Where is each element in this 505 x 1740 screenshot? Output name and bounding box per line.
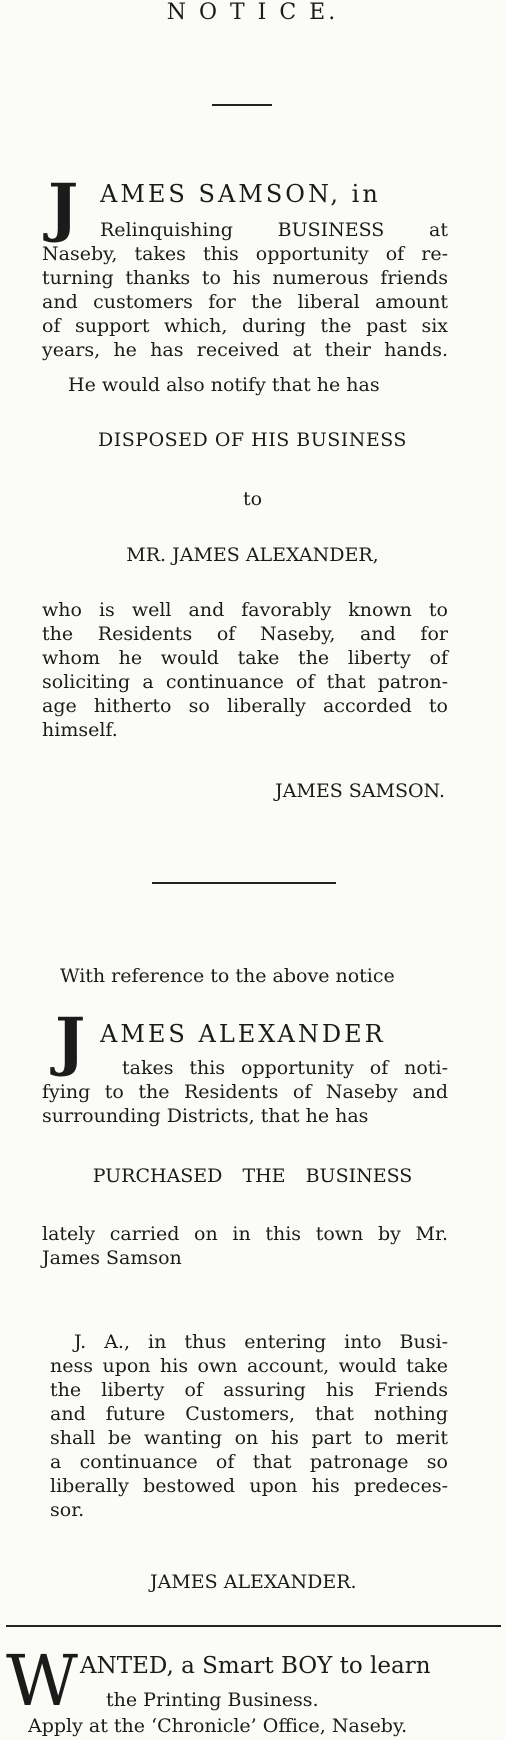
alexander-name-head: AMES ALEXANDER xyxy=(100,1020,386,1048)
alexander-para-line1 xyxy=(122,1056,448,1080)
text-line: sor. xyxy=(50,1499,85,1521)
text-line: and future Customers, that nothing xyxy=(50,1403,448,1425)
samson-name-head: AMES SAMSON, in xyxy=(100,180,381,208)
text-line: the liberty of assuring his Friends xyxy=(50,1379,448,1401)
samson-paragraph xyxy=(42,242,448,362)
purchased-heading: PURCHASED THE BUSINESS xyxy=(92,1165,413,1187)
text-line: and customers for the liberal amount xyxy=(42,291,448,313)
text-line: soliciting a continuance of that patron- xyxy=(42,671,448,693)
text-line: Naseby, takes this opportunity of re- xyxy=(42,243,448,265)
text-line: lately carried on in this town by Mr. xyxy=(42,1223,448,1245)
text-line: J. A., in thus entering into Busi- xyxy=(74,1331,448,1353)
wanted-head: ANTED, a Smart BOY to learn xyxy=(80,1653,431,1679)
ja-para-line1 xyxy=(74,1330,448,1354)
text-line: whom he would take the liberty of xyxy=(42,647,448,669)
samson-second-paragraph xyxy=(42,598,448,742)
text-line: liberally bestowed upon his predeces- xyxy=(50,1475,448,1497)
notice-heading: N O T I C E. xyxy=(166,0,339,25)
alexander-signature: JAMES ALEXANDER. xyxy=(150,1571,357,1593)
samson-signature: JAMES SAMSON. xyxy=(275,780,445,802)
text-line: James Samson xyxy=(42,1247,182,1269)
dropcap-j-samson: J xyxy=(48,170,79,245)
text-line: shall be wanting on his part to merit xyxy=(50,1427,448,1449)
text-line: fying to the Residents of Naseby and xyxy=(42,1081,448,1103)
text-line: a continuance of that patronage so xyxy=(50,1451,448,1473)
samson-para-line1 xyxy=(100,218,448,242)
text-line: of support which, during the past six xyxy=(42,315,448,337)
to-word: to xyxy=(242,488,263,510)
divider-long xyxy=(152,882,336,884)
text-line: age hitherto so liberally accorded to xyxy=(42,695,448,717)
text-line: years, he has received at their hands. xyxy=(42,339,448,361)
text-line: Relinquishing BUSINESS at xyxy=(100,219,448,241)
text-line: takes this opportunity of noti- xyxy=(122,1057,448,1079)
buyer-name: MR. JAMES ALEXANDER, xyxy=(126,544,379,566)
alexander-paragraph xyxy=(42,1080,448,1128)
disposed-heading: DISPOSED OF HIS BUSINESS xyxy=(98,429,407,451)
wanted-line2: the Printing Business. xyxy=(106,1689,319,1711)
dropcap-j-alexander: J xyxy=(55,1004,86,1079)
lately-paragraph xyxy=(42,1222,448,1270)
reference-intro: With reference to the above notice xyxy=(60,965,395,987)
wanted-line3: Apply at the ‘Chronicle’ Office, Naseby. xyxy=(28,1715,408,1737)
text-line: the Residents of Naseby, and for xyxy=(42,623,448,645)
text-line: turning thanks to his numerous friends xyxy=(42,267,448,289)
divider-short xyxy=(212,104,272,106)
text-line: ness upon his own account, would take xyxy=(50,1355,448,1377)
ja-paragraph xyxy=(50,1354,448,1522)
text-line: himself. xyxy=(42,719,118,741)
samson-notify-line: He would also notify that he has xyxy=(68,374,380,396)
dropcap-w: W xyxy=(6,1640,78,1722)
text-line: who is well and favorably known to xyxy=(42,599,448,621)
text-line: surrounding Districts, that he has xyxy=(42,1105,369,1127)
divider-full xyxy=(6,1625,501,1627)
